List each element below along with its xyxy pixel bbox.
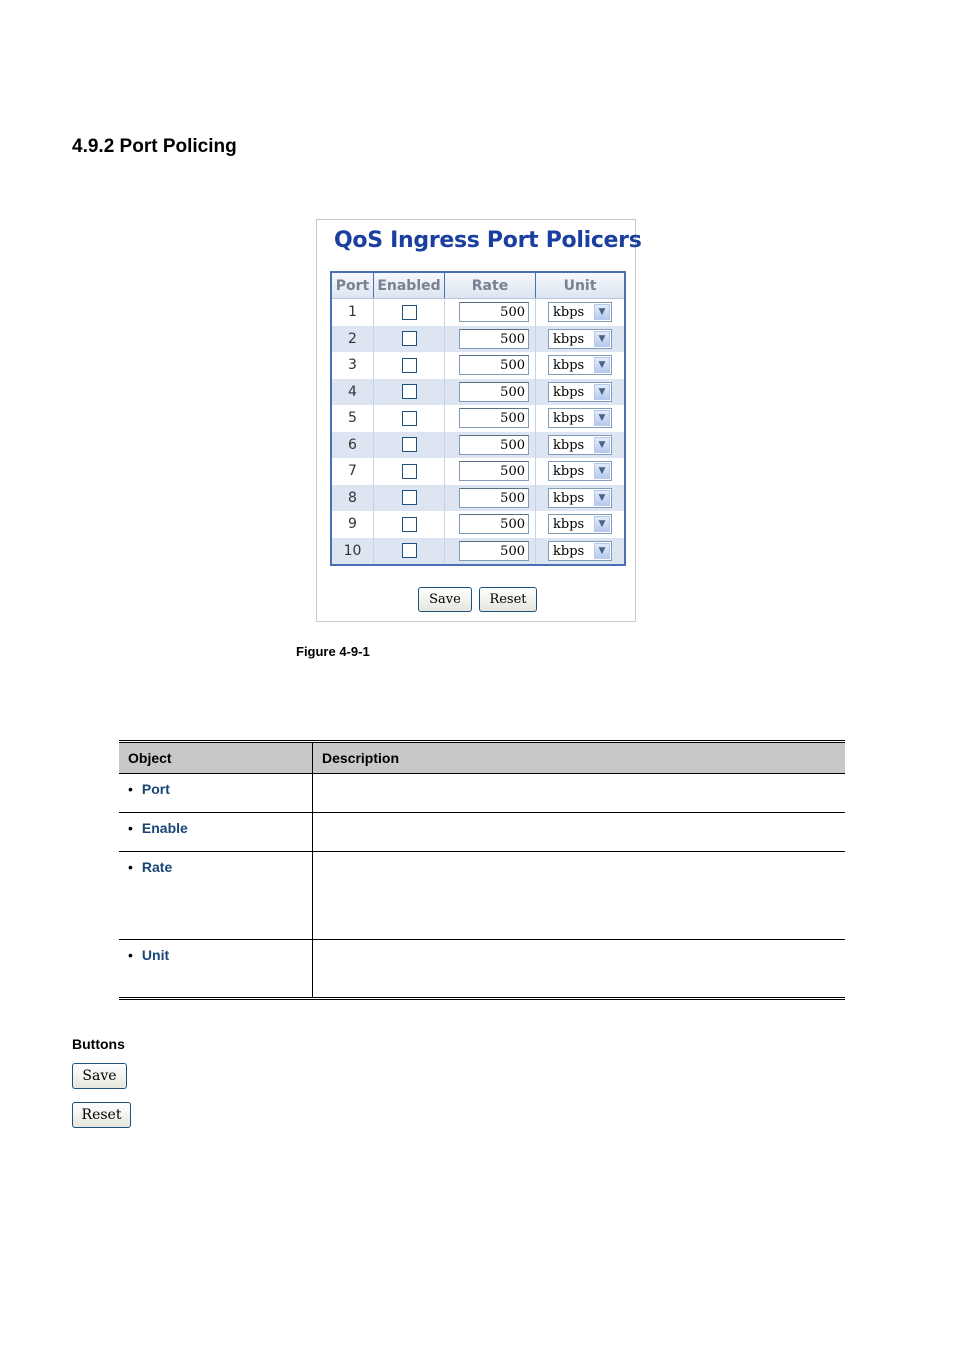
object-description bbox=[313, 774, 846, 813]
rate-cell bbox=[445, 538, 536, 566]
unit-value: kbps bbox=[553, 517, 585, 533]
enabled-checkbox[interactable] bbox=[402, 384, 417, 399]
rate-input[interactable]: 500 bbox=[459, 329, 529, 349]
unit-select[interactable] bbox=[548, 302, 612, 322]
rate-cell bbox=[445, 379, 536, 406]
object-name: Unit bbox=[141, 947, 170, 963]
enabled-checkbox[interactable] bbox=[402, 490, 417, 505]
unit-cell bbox=[536, 511, 626, 538]
unit-cell bbox=[536, 458, 626, 485]
table-row bbox=[331, 485, 625, 512]
object-name: Rate bbox=[141, 859, 173, 875]
unit-cell bbox=[536, 379, 626, 406]
enabled-cell bbox=[374, 485, 445, 512]
port-number: 2 bbox=[331, 326, 374, 353]
reset-button[interactable]: Reset bbox=[479, 587, 537, 612]
table-row bbox=[331, 405, 625, 432]
port-number: 10 bbox=[331, 538, 374, 566]
unit-value: kbps bbox=[553, 437, 585, 453]
table-row bbox=[119, 774, 845, 813]
unit-select[interactable] bbox=[548, 329, 612, 349]
section-title: 4.9.2 Port Policing bbox=[72, 136, 237, 157]
rate-cell bbox=[445, 405, 536, 432]
enabled-checkbox[interactable] bbox=[402, 464, 417, 479]
chevron-down-icon[interactable]: ▼ bbox=[594, 463, 610, 479]
header-description: Description bbox=[313, 743, 846, 774]
table-row bbox=[331, 432, 625, 459]
object-description bbox=[313, 852, 846, 940]
rate-input[interactable]: 500 bbox=[459, 541, 529, 561]
rate-cell bbox=[445, 299, 536, 326]
rate-input[interactable]: 500 bbox=[459, 514, 529, 534]
bullet-icon: • bbox=[128, 947, 133, 963]
unit-value: kbps bbox=[553, 305, 585, 321]
enabled-cell bbox=[374, 405, 445, 432]
enabled-checkbox[interactable] bbox=[402, 543, 417, 558]
enabled-checkbox[interactable] bbox=[402, 517, 417, 532]
rate-input[interactable]: 500 bbox=[459, 302, 529, 322]
enabled-cell bbox=[374, 432, 445, 459]
enabled-cell bbox=[374, 299, 445, 326]
port-number: 4 bbox=[331, 379, 374, 406]
column-header-unit: Unit bbox=[536, 272, 626, 299]
object-name: Enable bbox=[141, 820, 188, 836]
chevron-down-icon[interactable]: ▼ bbox=[594, 437, 610, 453]
description-table-wrapper bbox=[119, 740, 845, 1000]
enabled-cell bbox=[374, 511, 445, 538]
chevron-down-icon[interactable]: ▼ bbox=[594, 357, 610, 373]
table-row bbox=[119, 940, 845, 997]
port-number: 7 bbox=[331, 458, 374, 485]
enabled-cell bbox=[374, 458, 445, 485]
unit-value: kbps bbox=[553, 464, 585, 480]
unit-cell bbox=[536, 538, 626, 566]
figure-caption: Figure 4-9-1 bbox=[296, 644, 370, 659]
unit-cell bbox=[536, 485, 626, 512]
enabled-cell bbox=[374, 326, 445, 353]
chevron-down-icon[interactable]: ▼ bbox=[594, 516, 610, 532]
save-button[interactable]: Save bbox=[72, 1063, 127, 1089]
bullet-icon: • bbox=[128, 781, 133, 797]
rate-cell bbox=[445, 458, 536, 485]
rate-cell bbox=[445, 432, 536, 459]
table-row bbox=[331, 326, 625, 353]
table-row bbox=[331, 458, 625, 485]
port-number: 6 bbox=[331, 432, 374, 459]
enabled-cell bbox=[374, 352, 445, 379]
enabled-checkbox[interactable] bbox=[402, 437, 417, 452]
chevron-down-icon[interactable]: ▼ bbox=[594, 384, 610, 400]
port-number: 5 bbox=[331, 405, 374, 432]
unit-select[interactable] bbox=[548, 382, 612, 402]
rate-cell bbox=[445, 352, 536, 379]
rate-cell bbox=[445, 511, 536, 538]
column-header-port: Port bbox=[331, 272, 374, 299]
chevron-down-icon[interactable]: ▼ bbox=[594, 331, 610, 347]
rate-cell bbox=[445, 326, 536, 353]
rate-input[interactable]: 500 bbox=[459, 435, 529, 455]
unit-select[interactable] bbox=[548, 488, 612, 508]
table-row bbox=[119, 852, 845, 940]
unit-select[interactable] bbox=[548, 355, 612, 375]
table-row bbox=[119, 813, 845, 852]
panel-title: QoS Ingress Port Policers bbox=[334, 228, 642, 253]
table-row bbox=[331, 379, 625, 406]
object-description bbox=[313, 813, 846, 852]
unit-select[interactable] bbox=[548, 541, 612, 561]
chevron-down-icon[interactable]: ▼ bbox=[594, 304, 610, 320]
chevron-down-icon[interactable]: ▼ bbox=[594, 543, 610, 559]
table-row bbox=[331, 538, 625, 566]
unit-value: kbps bbox=[553, 411, 585, 427]
enabled-cell bbox=[374, 379, 445, 406]
column-header-enabled: Enabled bbox=[374, 272, 445, 299]
reset-button[interactable]: Reset bbox=[72, 1102, 131, 1128]
port-number: 9 bbox=[331, 511, 374, 538]
unit-value: kbps bbox=[553, 331, 585, 347]
rate-input[interactable]: 500 bbox=[459, 408, 529, 428]
unit-cell bbox=[536, 405, 626, 432]
enabled-checkbox[interactable] bbox=[402, 331, 417, 346]
port-number: 3 bbox=[331, 352, 374, 379]
header-object: Object bbox=[119, 743, 313, 774]
unit-cell bbox=[536, 432, 626, 459]
unit-value: kbps bbox=[553, 543, 585, 559]
table-row bbox=[331, 299, 625, 326]
port-number: 8 bbox=[331, 485, 374, 512]
rate-cell bbox=[445, 485, 536, 512]
port-number: 1 bbox=[331, 299, 374, 326]
unit-select[interactable] bbox=[548, 408, 612, 428]
table-row bbox=[331, 352, 625, 379]
table-row bbox=[331, 511, 625, 538]
unit-value: kbps bbox=[553, 384, 585, 400]
unit-value: kbps bbox=[553, 358, 585, 374]
unit-select[interactable] bbox=[548, 461, 612, 481]
unit-cell bbox=[536, 326, 626, 353]
bullet-icon: • bbox=[128, 820, 133, 836]
rate-input[interactable]: 500 bbox=[459, 488, 529, 508]
unit-select[interactable] bbox=[548, 514, 612, 534]
qos-policer-screenshot bbox=[316, 219, 642, 622]
enabled-checkbox[interactable] bbox=[402, 358, 417, 373]
enabled-checkbox[interactable] bbox=[402, 305, 417, 320]
chevron-down-icon[interactable]: ▼ bbox=[594, 410, 610, 426]
unit-select[interactable] bbox=[548, 435, 612, 455]
bullet-icon: • bbox=[128, 859, 133, 875]
enabled-cell bbox=[374, 538, 445, 566]
description-table bbox=[119, 743, 845, 997]
chevron-down-icon[interactable]: ▼ bbox=[594, 490, 610, 506]
object-name: Port bbox=[141, 781, 170, 797]
unit-cell bbox=[536, 299, 626, 326]
column-header-rate: Rate bbox=[445, 272, 536, 299]
unit-value: kbps bbox=[553, 490, 585, 506]
unit-cell bbox=[536, 352, 626, 379]
buttons-heading: Buttons bbox=[72, 1036, 125, 1052]
enabled-checkbox[interactable] bbox=[402, 411, 417, 426]
rate-input[interactable]: 500 bbox=[459, 461, 529, 481]
policer-table bbox=[330, 271, 626, 566]
rate-input[interactable]: 500 bbox=[459, 355, 529, 375]
save-button[interactable]: Save bbox=[418, 587, 472, 612]
rate-input[interactable]: 500 bbox=[459, 382, 529, 402]
object-description bbox=[313, 940, 846, 997]
